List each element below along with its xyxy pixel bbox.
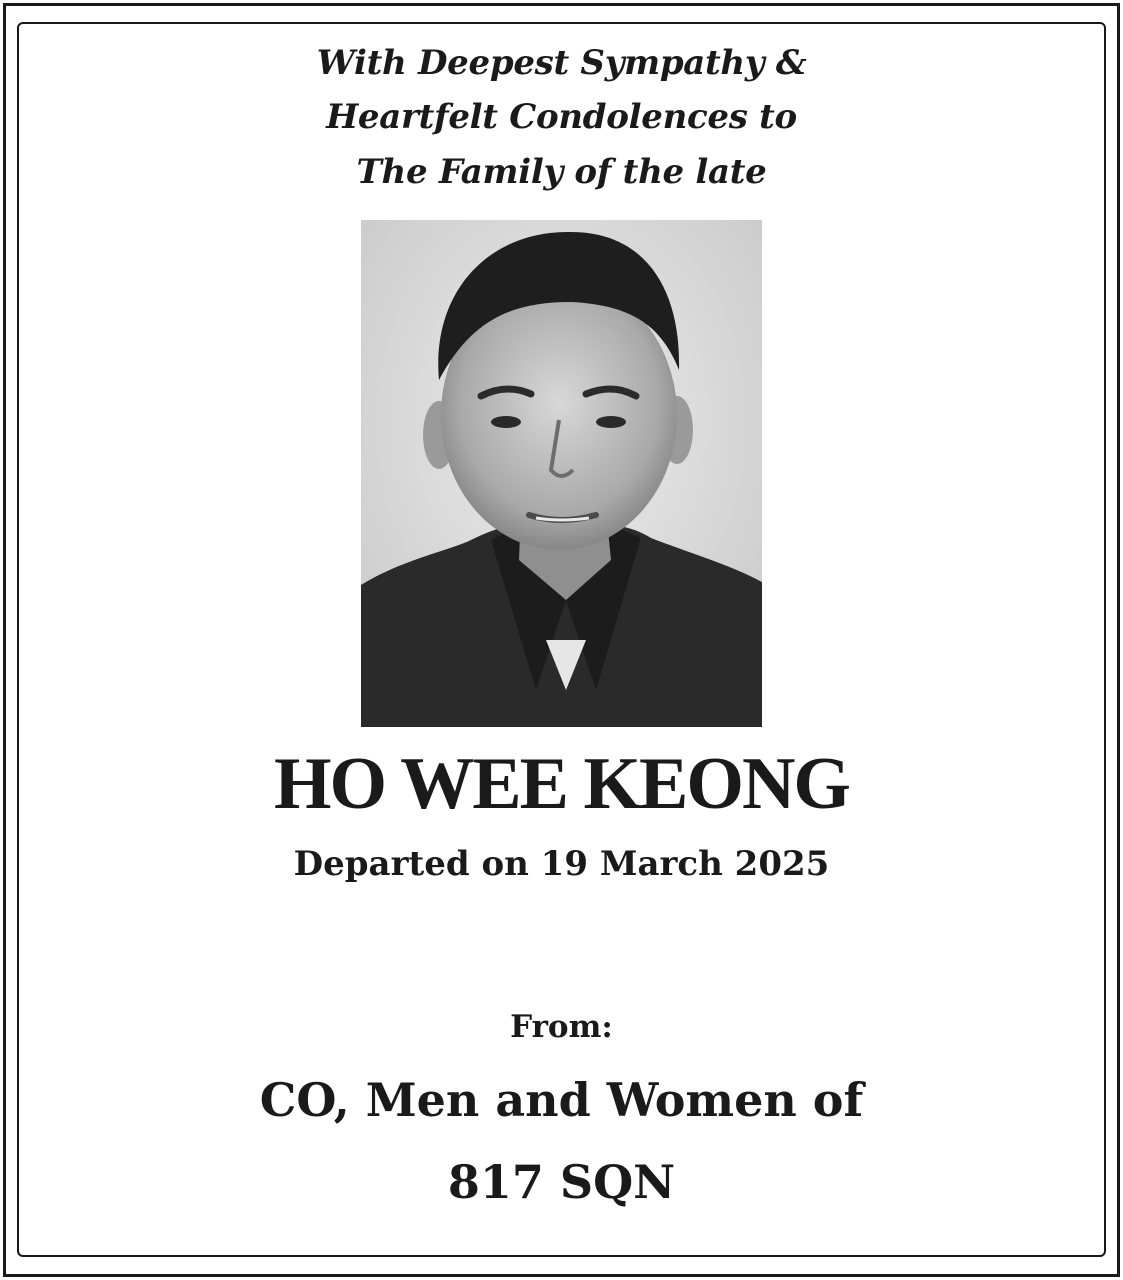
intro-line-2: Heartfelt Condolences to <box>326 97 797 137</box>
deceased-name: HO WEE KEONG <box>274 743 849 825</box>
intro-line-3: The Family of the late <box>356 152 767 192</box>
sender-line-2: 817 SQN <box>447 1155 676 1209</box>
departed-date: Departed on 19 March 2025 <box>293 844 830 884</box>
portrait-photo-icon <box>361 220 762 727</box>
sender-line-1: CO, Men and Women of <box>259 1073 864 1127</box>
portrait-photo <box>361 220 762 727</box>
intro-line-1: With Deepest Sympathy & <box>316 43 807 83</box>
from-label: From: <box>510 1009 613 1045</box>
